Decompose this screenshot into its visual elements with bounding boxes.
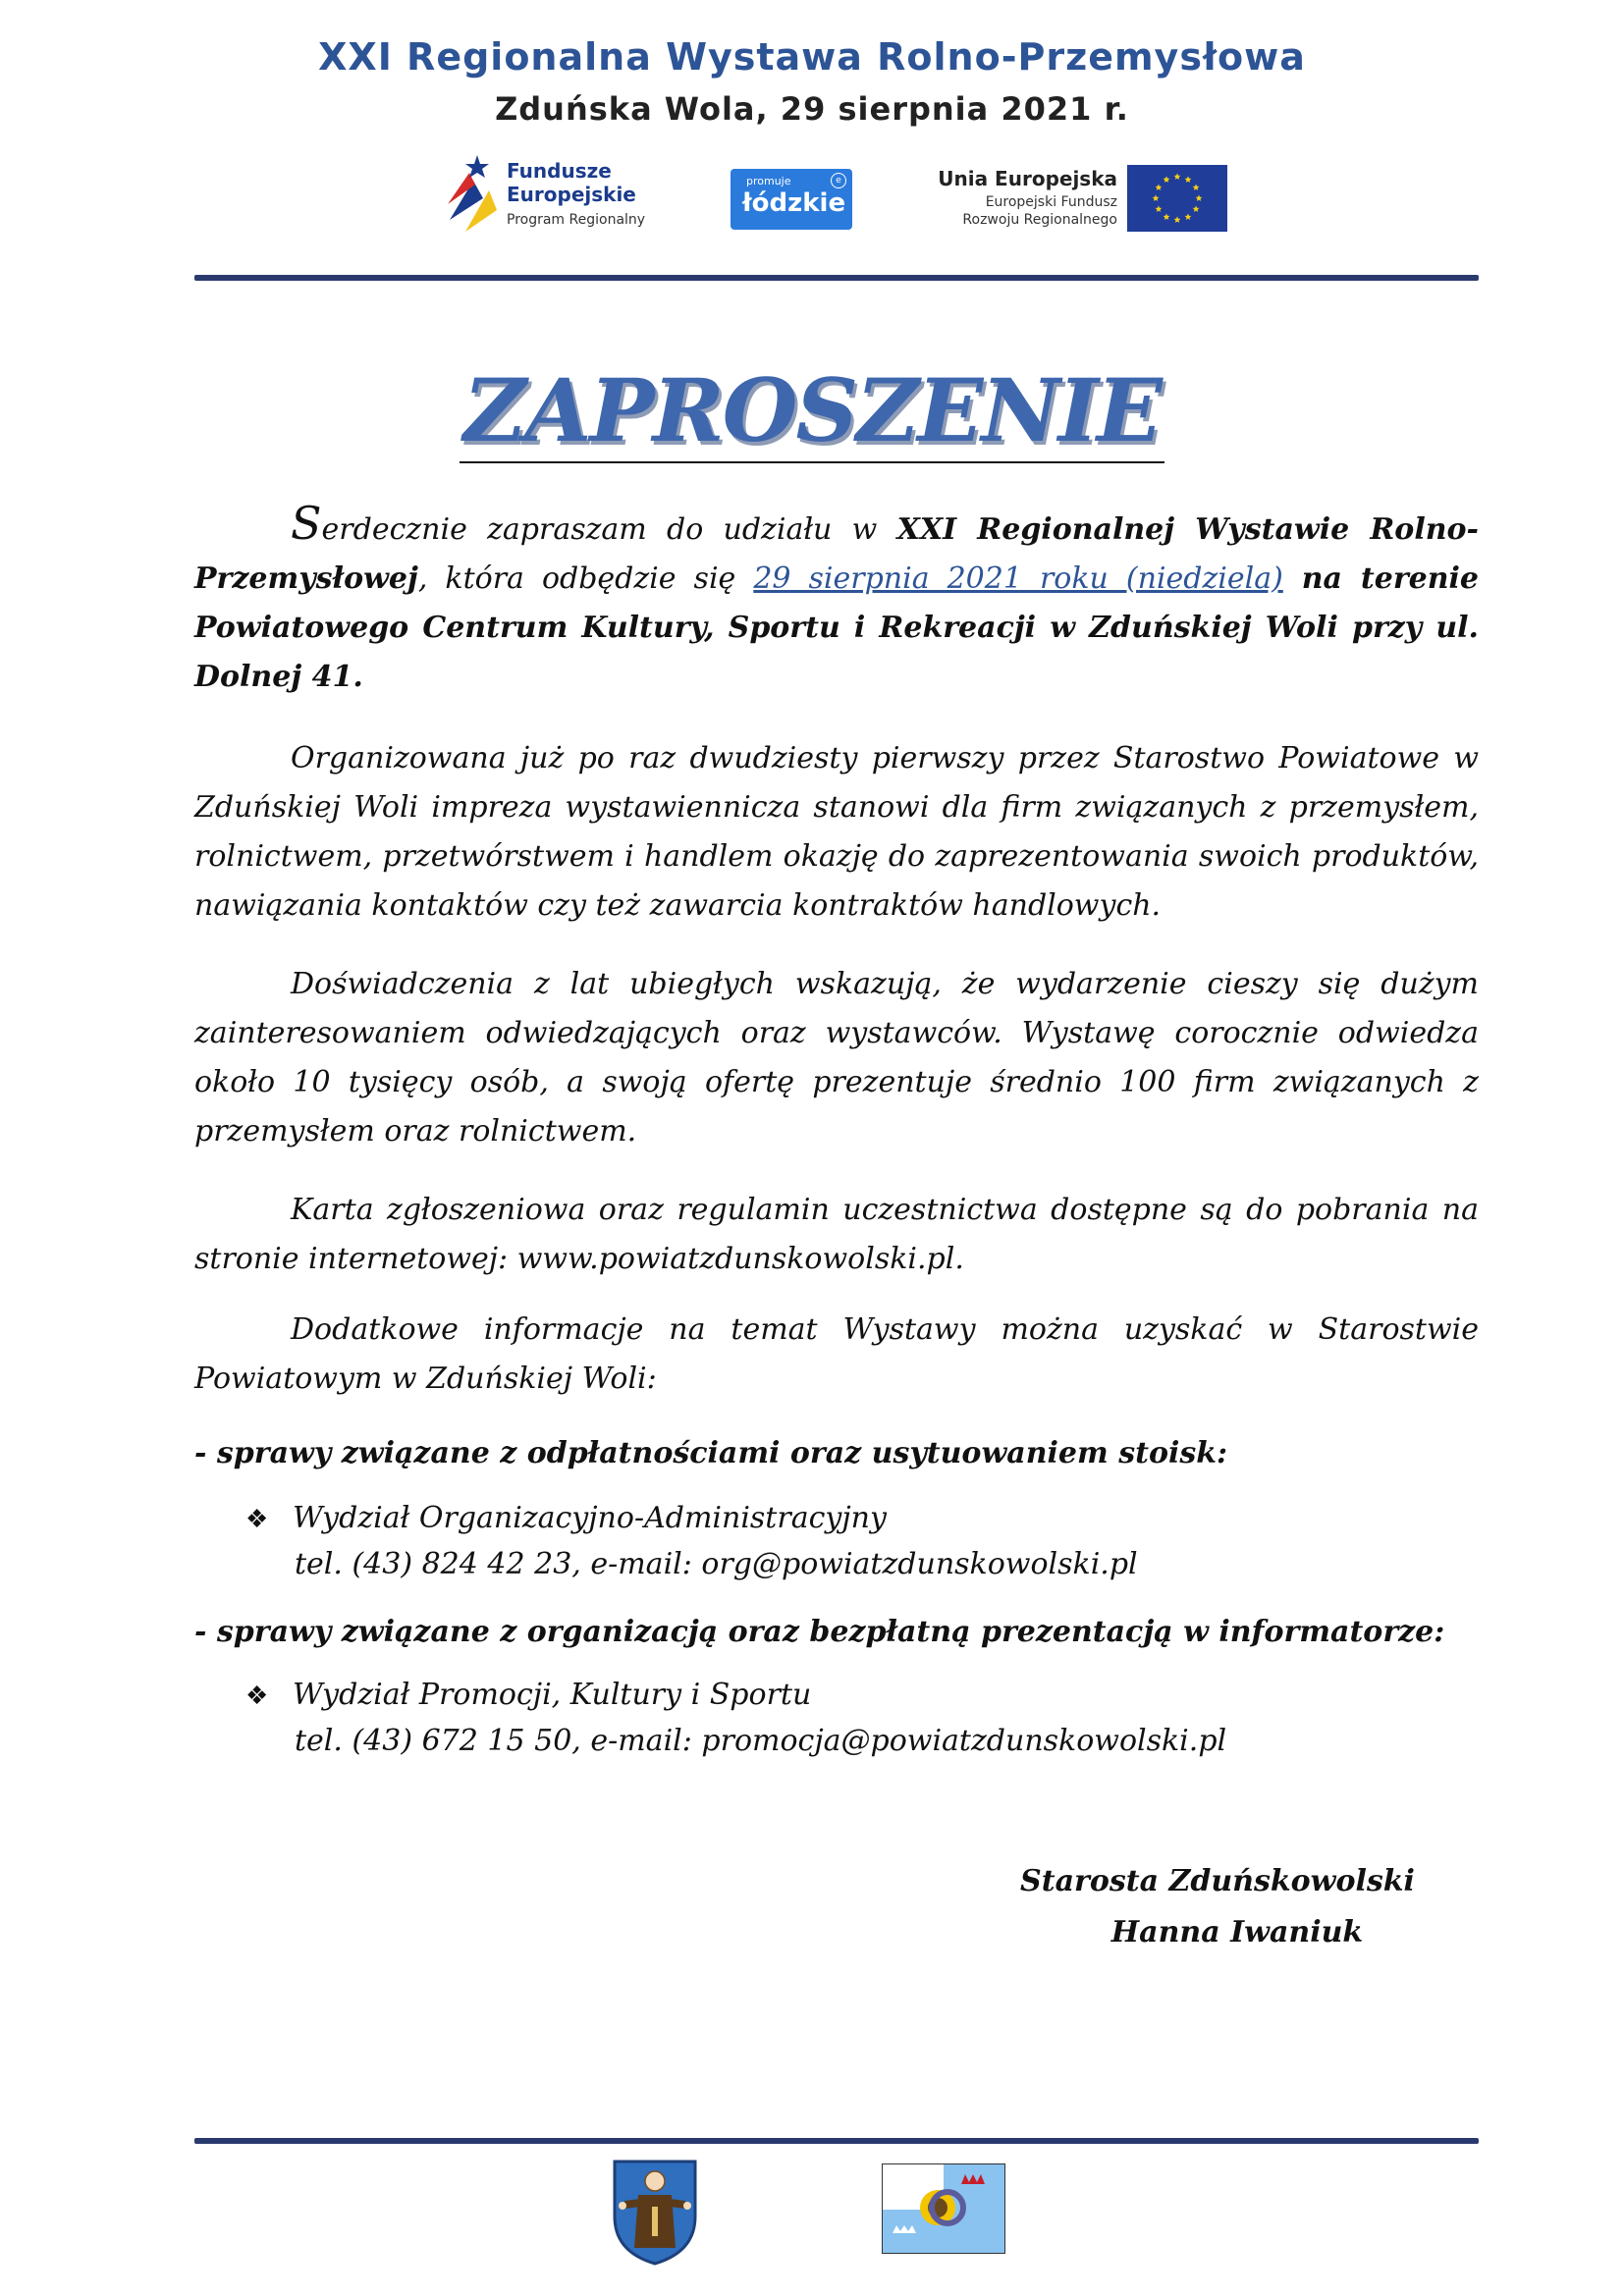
signature-name: Hanna Iwaniuk xyxy=(1110,1915,1364,1949)
fundusze-line3: Program Regionalny xyxy=(507,212,646,228)
dept-name: Wydział Promocji, Kultury i Sportu xyxy=(293,1678,812,1712)
lodzkie-mark: e xyxy=(831,173,846,188)
p3-text: Doświadczenia z lat ubiegłych wskazują, że wydarzenie cieszy się dużym zainteresowaniem odwiedzających oraz wystawców. Wystawę corocznie odwiedza około 10 tysięcy osób, a swoją ofertę prezentuje średnio 100 firm związanych z przemysłem oraz rolnictwem. xyxy=(194,967,1479,1148)
paragraph-organizer xyxy=(194,734,1479,931)
footer-divider xyxy=(194,2138,1479,2144)
event-date-place: Zduńska Wola, 29 sierpnia 2021 r. xyxy=(495,90,1129,128)
paragraph-invitation xyxy=(194,499,1479,702)
eu-flag-icon xyxy=(1127,165,1227,232)
dept-name: Wydział Organizacyjno-Administracyjny xyxy=(293,1501,887,1535)
dept-contact: tel. (43) 672 15 50, e-mail: promocja@powiatzdunskowolski.pl xyxy=(295,1724,1227,1758)
document-title: ZAPROSZENIE xyxy=(460,363,1164,463)
p4-text: Karta zgłoszeniowa oraz regulamin uczestnictwa dostępne są do pobrania na stronie internetowej: www.powiatzdunskowolski.pl. xyxy=(194,1193,1479,1276)
p2-text: Organizowana już po raz dwudziesty pierwszy przez Starostwo Powiatowe w Zduńskiej Woli impreza wystawiennicza stanowi dla firm związanych z przemysłem, rolnictwem, przetwórstwem i handlem okazję do zaprezentowania swoich produktów, nawiązania kontaktów czy też zawarcia kontraktów handlowych. xyxy=(194,741,1479,923)
promuje-lodzkie-logo xyxy=(731,169,852,230)
ue-line2: Europejski Fundusz xyxy=(985,194,1117,210)
fundusze-star-icon xyxy=(444,151,501,238)
paragraph-experience xyxy=(194,960,1479,1156)
lodzkie-big: łódzkie xyxy=(742,188,846,218)
paragraph-more-info xyxy=(194,1306,1479,1404)
diamond-bullet-icon: ❖ xyxy=(245,1682,269,1711)
unia-europejska-logo xyxy=(903,163,1227,234)
p1-text1: erdecznie zapraszam do udziału w xyxy=(321,512,897,547)
contact-promotion xyxy=(245,1673,1424,1764)
lodzkie-small: promuje xyxy=(746,175,791,187)
drop-cap: S xyxy=(291,497,322,550)
p1-venue: na terenie Powiatowego Centrum Kultury, Sportu i Rekreacji w Zduńskiej Woli przy ul. Dolnej 41. xyxy=(194,561,1480,694)
coat-of-arms-icon xyxy=(611,2158,699,2266)
fundusze-europejskie-logo xyxy=(444,149,670,240)
powiat-logo-icon xyxy=(882,2163,1005,2254)
header-divider xyxy=(194,275,1479,281)
paragraph-registration xyxy=(194,1186,1479,1284)
section-stands-heading: - sprawy związane z odpłatnościami oraz usytuowaniem stoisk: xyxy=(194,1436,1228,1470)
contact-org-admin xyxy=(245,1496,1424,1587)
p5-text: Dodatkowe informacje na temat Wystawy można uzyskać w Starostwie Powiatowym w Zduńskiej Woli: xyxy=(194,1312,1479,1396)
dept-contact: tel. (43) 824 42 23, e-mail: org@powiatzdunskowolski.pl xyxy=(295,1547,1138,1581)
ue-line1: Unia Europejska xyxy=(938,167,1117,190)
fundusze-line2: Europejskie xyxy=(507,183,636,206)
event-title: XXI Regionalna Wystawa Rolno-Przemysłowa xyxy=(318,35,1306,79)
p1-text2: , która odbędzie się xyxy=(417,561,754,596)
event-date-link: 29 sierpnia 2021 roku (niedziela) xyxy=(753,561,1283,596)
diamond-bullet-icon: ❖ xyxy=(245,1505,269,1534)
fundusze-line1: Fundusze xyxy=(507,159,612,183)
signature-role: Starosta Zduńskowolski xyxy=(1020,1864,1415,1898)
section-promotion-heading: - sprawy związane z organizacją oraz bezpłatną prezentacją w informatorze: xyxy=(194,1615,1445,1649)
document-title-wrap xyxy=(0,359,1624,463)
p1-event-name: XXI Regionalnej Wystawie Rolno-Przemysłowej xyxy=(194,512,1479,596)
ue-line3: Rozwoju Regionalnego xyxy=(962,212,1117,228)
